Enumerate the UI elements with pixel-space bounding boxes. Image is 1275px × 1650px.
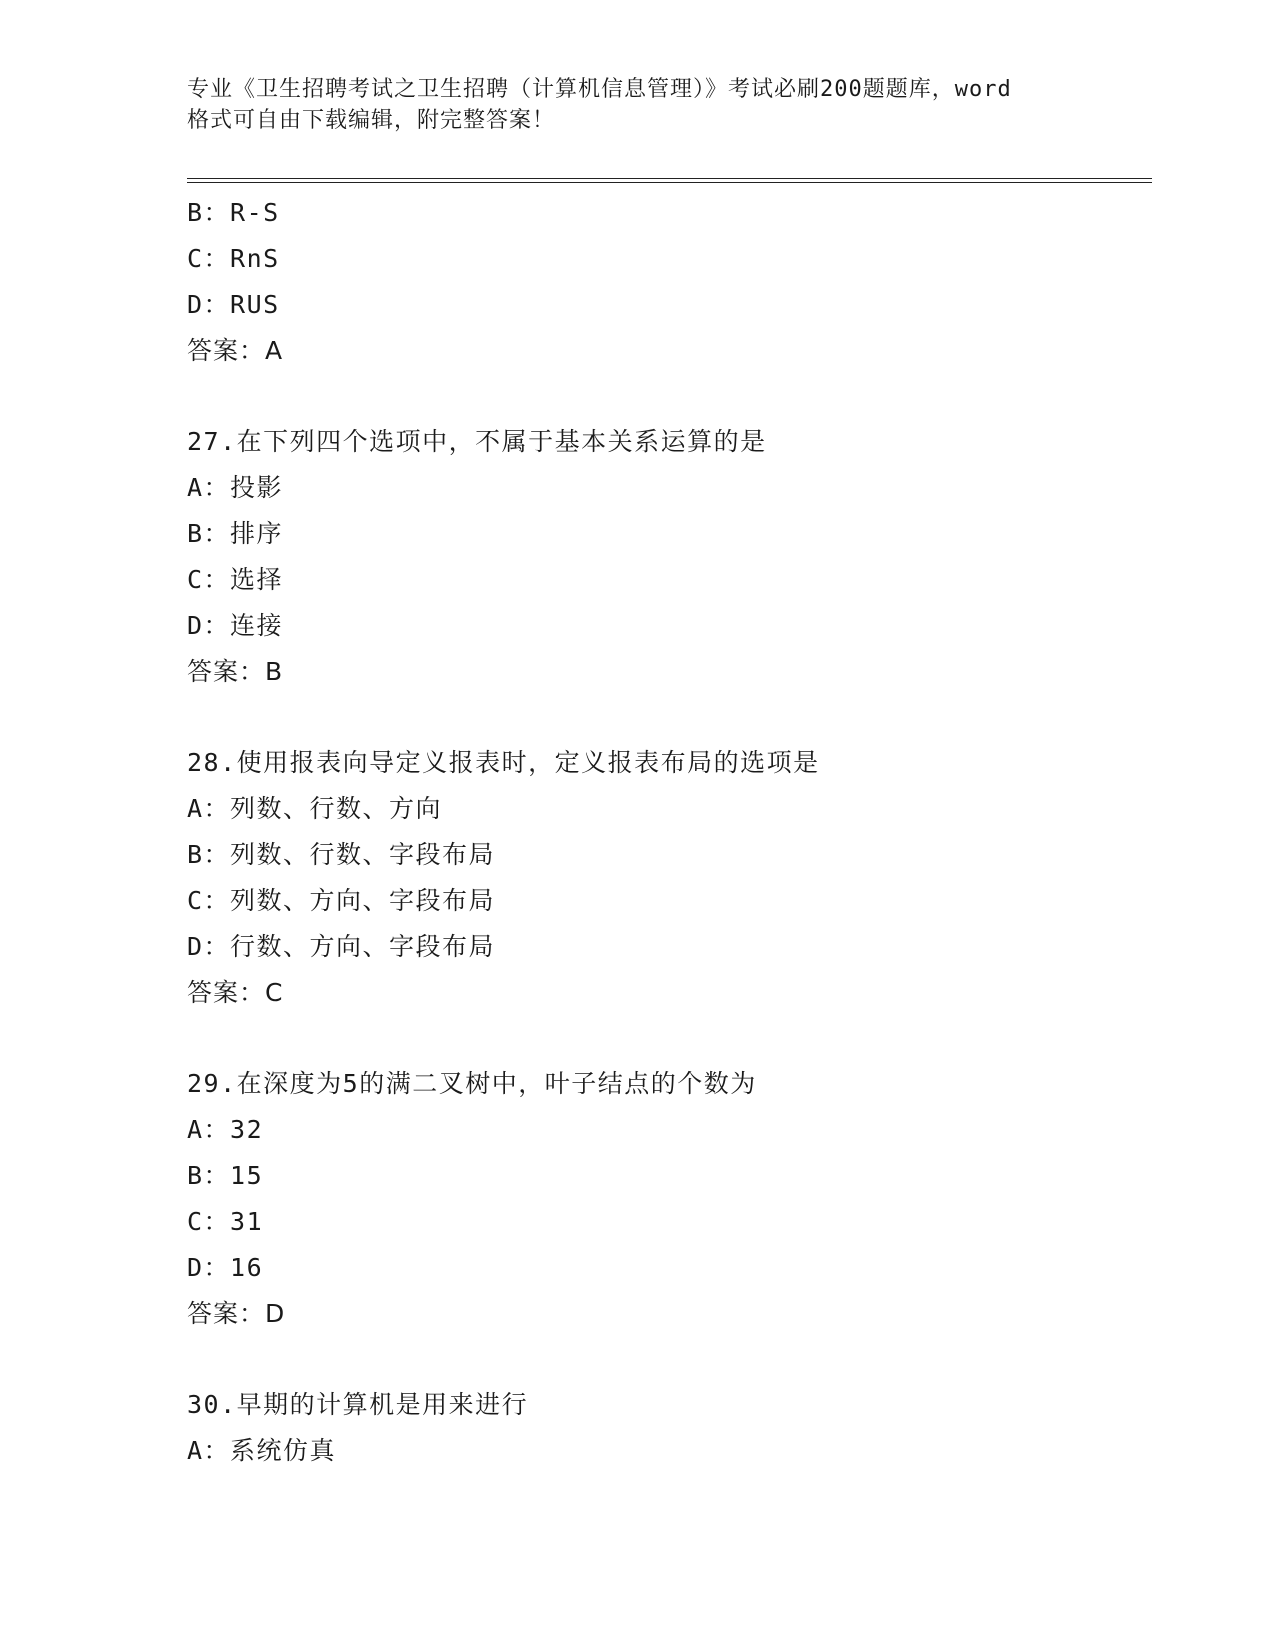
option-a: A：系统仿真 xyxy=(187,1436,337,1465)
answer: 答案：D xyxy=(187,1299,286,1328)
question-text: 28.使用报表向导定义报表时，定义报表布局的选项是 xyxy=(187,748,820,777)
question-26-continued xyxy=(187,190,1152,374)
question-text: 29.在深度为5的满二叉树中，叶子结点的个数为 xyxy=(187,1069,757,1098)
option-a: A：投影 xyxy=(187,473,284,502)
answer: 答案：B xyxy=(187,657,284,686)
question-list xyxy=(187,190,1152,1474)
header-line-2: 格式可自由下载编辑，附完整答案！ xyxy=(187,108,556,133)
option-d: D：行数、方向、字段布局 xyxy=(187,932,496,961)
question-text: 27.在下列四个选项中，不属于基本关系运算的是 xyxy=(187,427,767,456)
option-c: C：列数、方向、字段布局 xyxy=(187,886,496,915)
option-b: B：排序 xyxy=(187,519,284,548)
option-d: D：16 xyxy=(187,1253,264,1282)
question-text: 30.早期的计算机是用来进行 xyxy=(187,1390,529,1419)
option-b: B：15 xyxy=(187,1161,264,1190)
option-c: C：选择 xyxy=(187,565,284,594)
option-a: A：列数、行数、方向 xyxy=(187,794,443,823)
question-28 xyxy=(187,740,1152,1016)
option-d: D：连接 xyxy=(187,611,284,640)
question-29 xyxy=(187,1061,1152,1337)
option-c: C：31 xyxy=(187,1207,264,1236)
header-divider-bottom xyxy=(187,182,1152,183)
question-27 xyxy=(187,419,1152,695)
answer: 答案：C xyxy=(187,978,284,1007)
option-d: D：RUS xyxy=(187,290,280,319)
question-30 xyxy=(187,1382,1152,1474)
answer: 答案：A xyxy=(187,336,284,365)
option-c: C：RnS xyxy=(187,244,280,273)
option-a: A：32 xyxy=(187,1115,264,1144)
document-header xyxy=(187,74,1087,136)
option-b: B：R-S xyxy=(187,198,280,227)
header-divider-top xyxy=(187,178,1152,179)
option-b: B：列数、行数、字段布局 xyxy=(187,840,496,869)
header-line-1: 专业《卫生招聘考试之卫生招聘（计算机信息管理）》考试必刷200题题库，word xyxy=(187,77,1012,102)
